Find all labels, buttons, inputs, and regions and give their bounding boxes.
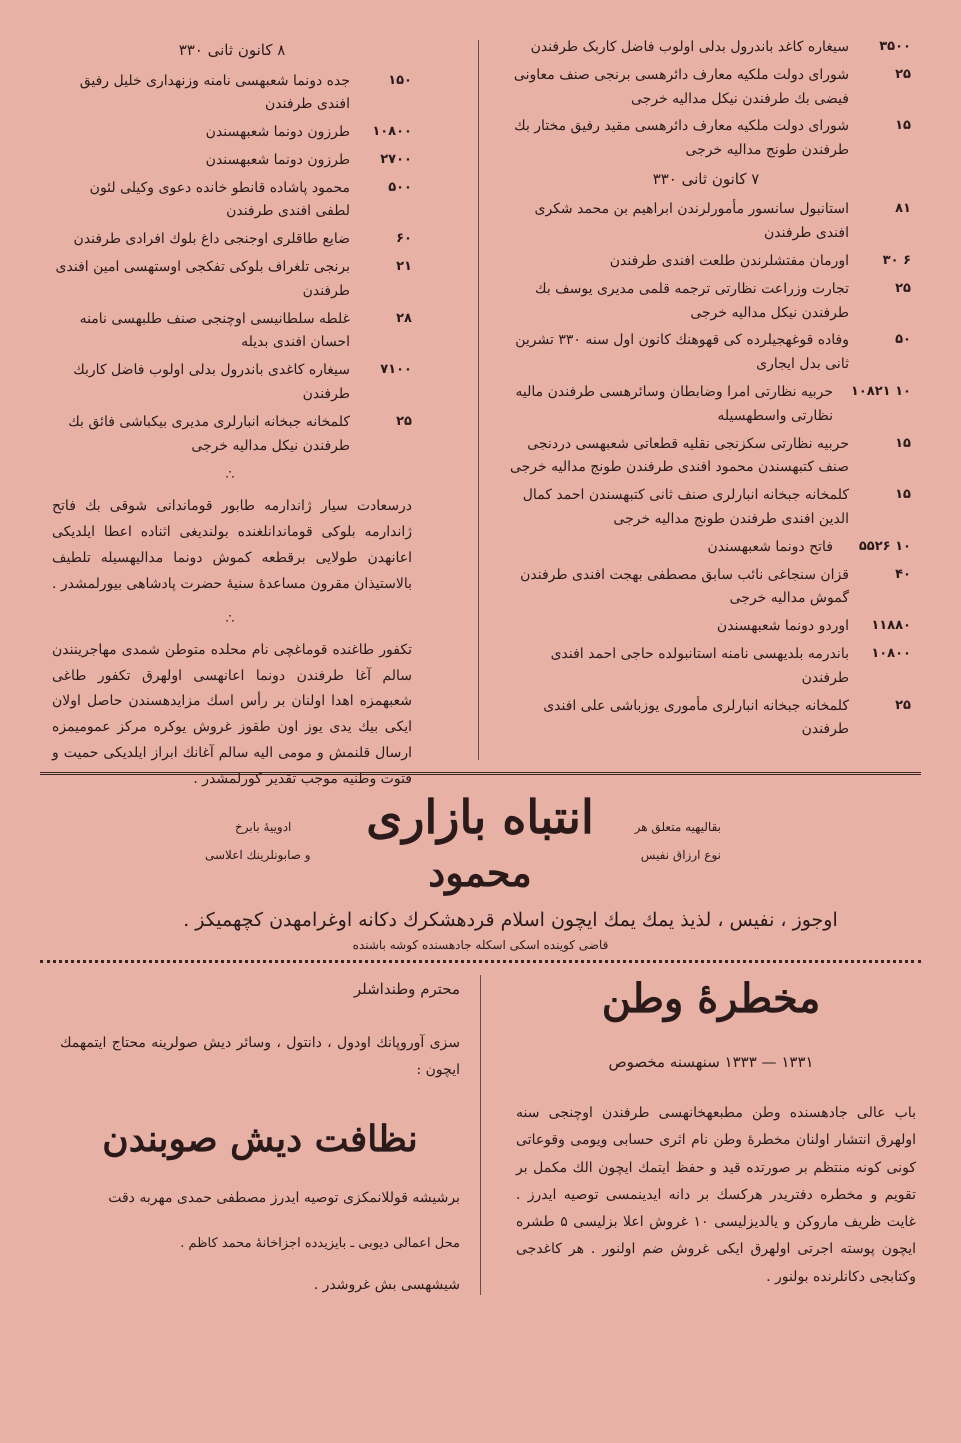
donation-text: غلطه سلطانیسی اوچنجی صنف طلبهسی نامنه احسان افندی بدیله	[79, 310, 350, 351]
donation-amount: ۴۰	[895, 566, 911, 582]
donation-text: اورمان مفتشلرندن طلعت افندی طرفندن	[609, 253, 849, 270]
donation-amount: ۶ ۳۰	[882, 253, 911, 269]
tooth-ad-recommend: برشیشه قوللانمکزی توصیه ایدرز مصطفی حمدی مهربه دقت	[108, 1190, 460, 1206]
donation-text: ضایع طاقلری اوجنجی داغ بلوك افرادی طرفندن	[73, 231, 350, 248]
list-item	[52, 359, 412, 407]
donation-text: برنجی تلغراف بلوکی تفکجی اوستهسی امین افندی طرفندن	[55, 259, 350, 299]
donation-amount: ۸۱	[895, 201, 911, 217]
right-donation-column	[501, 36, 911, 746]
list-item	[52, 70, 412, 118]
ad-address: قاضی کوینده اسکی اسکله جادهسنده کوشه باشنده	[352, 938, 609, 952]
list-item	[501, 381, 911, 429]
donation-amount: ۲۱	[396, 259, 412, 275]
donation-amount: ۲۷۰۰	[380, 151, 412, 167]
donation-amount: ۶۰	[396, 231, 412, 247]
donation-text: کلمخانه جبخانه انبارلری مأموری یوزباشی علی افندی طرفندن	[543, 697, 849, 738]
donation-amount: ۱۵۰	[388, 72, 412, 88]
donation-amount: ۲۵	[895, 697, 911, 713]
donation-text: تجارت وزراعت نظارتی ترجمه قلمی مدیری یوسف بك طرفندن نیکل مدالیه خرجی	[535, 280, 849, 321]
horizontal-rule	[40, 960, 921, 963]
list-item	[501, 433, 911, 481]
donation-text: حربیه نظارتی سکزنجی نقلیه قطعاتی شعبهسی دردنجی صنف کتبهسندن محمود افندی طرفندن طونج مدالیه خرجی	[509, 435, 849, 476]
ad-side-text: بقالیهیه متعلق هر	[634, 820, 721, 834]
tooth-ad-heading: محترم وطنداشلر	[353, 980, 460, 998]
ad-subtitle: محمود	[428, 850, 532, 895]
donation-text: سیغاره کاغدی باندرول بدلی اولوب فاضل کاربك طرفندن	[73, 362, 350, 403]
donation-text: وفاده قوغهجیلرده کی قهوهنك کانون اول سنه ۳۳۰ تشرین ثانی بدل ایجاری	[515, 332, 849, 373]
list-item	[52, 177, 412, 225]
donation-text: شورای دولت ملکیه معارف دائرهسی مقید رفیق مختار بك طرفندن طونج مدالیه خرجی	[514, 118, 849, 159]
donation-text: سیغاره کاغد باندرول بدلی اولوب فاضل کاربک طرفندن	[530, 39, 849, 55]
donation-text: کلمخانه جبخانه انبارلری صنف ثانی کتبهسندن احمد کمال الدین افندی طرفندن طونج مدالیه خرجی	[522, 487, 849, 528]
news-paragraph: درسعادت سیار ژاندارمه طابور قوماندانی شوقی بك فاتح ژاندارمه بلوکی قوماندانلغنده بولندیغی اثناده اعطا ایلدیکی اعانهدن طولایی برقطعه کموش دونما مدالیهسیله تلطیف بالاستیذان مقرون مساعدهٔ سنیهٔ حضرت پادشاهی بیورلمشدر .	[52, 498, 412, 592]
list-item	[501, 329, 911, 377]
list-item	[501, 36, 911, 60]
ad-main-line: اوجوز ، نفیس ، لذیذ یمك یمك ایچون اسلام قردهشکرك دکانه اوغرامهدن کچهمیکز .	[183, 909, 838, 931]
list-item	[52, 308, 412, 356]
column-divider	[480, 975, 481, 1295]
column-divider	[478, 40, 479, 760]
ad-side-text: ادوییهٔ بابرخ	[235, 820, 292, 834]
donation-amount: ۱۵	[895, 487, 911, 503]
list-item	[501, 64, 911, 112]
donation-amount: ۱۰ ۱۰۸۲۱	[850, 384, 911, 400]
news-paragraph: تکفور طاغنده قوماغچی نام محلده متوطن شمدی مهاجرینندن سالم آغا طرفندن دونما اعانهسی اولهرق تکفور طاغی شعبهمزه اهدا اولنان بر رأس اسك مزایدهسندن حاصل اولان ایکی بیك یدی یوز اون طقوز غروش یوکره مرکز عمومیمزه ارسال قلنمش و مومی الیه سالم آغانك ابراز ایلدیکی حمیت و فتوت وطنیه موجب تقدیر کورلمشدر .	[52, 641, 412, 788]
section-separator: ∴	[225, 610, 239, 627]
donation-amount: ۲۵	[895, 66, 911, 82]
donation-amount: ۱۰ ۵۵۲۶	[858, 538, 911, 554]
horizontal-rule	[40, 772, 921, 775]
donation-amount: ۲۸	[396, 310, 412, 326]
tooth-ad-price: شیشهسی بش غروشدر .	[313, 1277, 460, 1293]
donation-amount: ۲۵	[895, 280, 911, 296]
list-item	[501, 615, 911, 639]
donation-text: فاتح دونما شعبهسندن	[707, 538, 833, 555]
list-item	[501, 484, 911, 532]
donation-text: طرزون دونما شعبهسندن	[205, 151, 350, 168]
donation-text: حربیه نظارتی امرا وضابطان وسائرهسی طرفندن مالیه نظارتی واسطهسیله	[515, 384, 833, 424]
donation-text: شورای دولت ملکیه معارف دائرهسی برنجی صنف معاونی فیضی بك طرفندن نیکل مدالیه خرجی	[513, 66, 849, 107]
donation-text: جده دونما شعبهسی نامنه وزنهداری خلیل رفیق افندی طرفندن	[79, 72, 350, 113]
list-item	[52, 256, 412, 304]
list-item	[501, 643, 911, 691]
tooth-ad-title: نظافت دیش صوبندن	[102, 1118, 418, 1160]
date-heading: ۷ کانون ثانی ۳۳۰	[652, 169, 760, 188]
list-item	[501, 250, 911, 274]
list-item	[501, 536, 911, 560]
list-item	[501, 564, 911, 612]
donation-text: باندرمه بلدیهسی نامنه استانبولده حاجی احمد افندی طرفندن	[550, 646, 849, 686]
donation-amount: ۱۰۸۰۰	[372, 124, 412, 140]
ad-side-text: نوع ارزاق نفیس	[640, 848, 721, 862]
ad-side-text: و صابونلرینك اعلاسی	[205, 848, 311, 862]
list-item	[52, 228, 412, 252]
section-separator: ∴	[225, 467, 239, 484]
list-item	[501, 278, 911, 326]
donation-amount: ۳۵۰۰	[879, 39, 911, 54]
donation-text: طرزون دونما شعبهسندن	[205, 124, 350, 141]
date-heading: ۸ کانون ثانی ۳۳۰	[178, 41, 286, 59]
calendar-body: باب عالی جادهسنده وطن مطبعهخانهسی طرفندن اوچنجی سنه اولهرق انتشار اولنان مخطرهٔ وطن نام اثری حسابی ویومی وقوعاتی کونی کونه منتظم بر صورتده قید و حفظ ایتمك ایچون الك مکمل بر تقویم و مخطره دفتریدر هرکسك بر دانه ایدینمسی توصیه ایدرز . غایت ظریف ماروکن و یالدیزلیسی ۱۰ غروش اعلا بزلیسی ۵ طشره ایچون پوسته اجرتی اولهرق ایکی غروش ضم اولنور . هر کاغدجی وکتابجی دکانلرنده بولنور .	[516, 1105, 916, 1285]
left-donation-column	[52, 36, 412, 803]
donation-text: استانبول سانسور مأمورلرندن ابراهیم بن محمد شکری افندی طرفندن	[534, 201, 849, 242]
donation-amount: ۵۰	[895, 332, 911, 348]
list-item	[52, 121, 412, 145]
donation-amount: ۱۵	[895, 435, 911, 451]
tooth-ad-place: محل اعمالی دیوبی ـ بایزیدده اجزاخانهٔ محمد کاظم .	[180, 1236, 460, 1251]
list-item	[52, 149, 412, 173]
donation-text: محمود پاشاده قانطو خانده دعوی وکیلی لئون لطفی افندی طرفندن	[89, 179, 350, 220]
donation-amount: ۱۱۸۸۰	[871, 618, 911, 634]
calendar-years: ۱۳۳۱ — ۱۳۳۳ سنهسنه مخصوص	[608, 1053, 814, 1071]
list-item	[501, 695, 911, 743]
donation-text: اوردو دونما شعبهسندن	[716, 618, 849, 635]
calendar-title: مخطرهٔ وطن	[601, 975, 821, 1022]
list-item	[501, 115, 911, 163]
list-item	[52, 411, 412, 459]
ad-title: انتباه بازاری	[366, 790, 594, 844]
donation-amount: ۲۵	[396, 413, 412, 429]
donation-amount: ۱۵	[895, 118, 911, 134]
donation-text: قزان سنجاغی نائب سابق مصطفی بهجت افندی طرفندن گموش مدالیه خرجی	[520, 566, 849, 607]
donation-amount: ۷۱۰۰	[380, 362, 412, 378]
donation-amount: ۱۰۸۰۰	[871, 646, 911, 662]
tooth-ad-intro: سزی آوروپانك اودول ، دانتول ، وسائر دیش صولرینه محتاج ایتمهمك ایچون :	[60, 1035, 460, 1078]
list-item	[501, 198, 911, 246]
donation-text: کلمخانه جبخانه انبارلری مدیری بیکباشی فائق بك طرفندن نیکل مدالیه خرجی	[68, 413, 350, 454]
donation-amount: ۵۰۰	[388, 179, 412, 195]
